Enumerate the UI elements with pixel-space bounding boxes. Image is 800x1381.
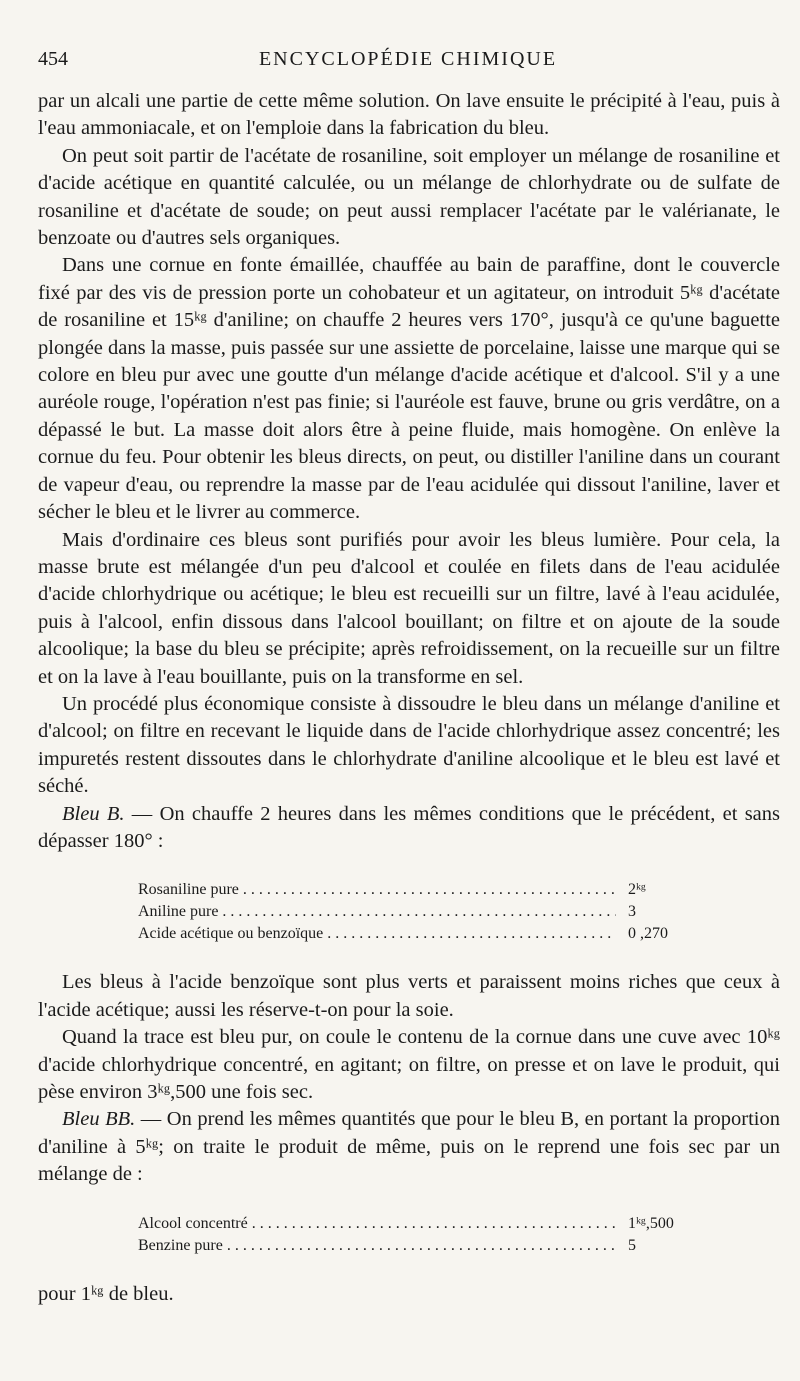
ingredient-quantity: 5 (628, 1236, 636, 1254)
bleu-bb-recipe (138, 1213, 698, 1257)
paragraph: Les bleus à l'acide benzoïque sont plus verts et paraissent moins riches que ceux à l'acide acétique; aussi les réserve-t-on pour la soie. (38, 971, 780, 1021)
bleu-b-label: Bleu B. (62, 802, 125, 825)
bleu-b-paragraph (38, 801, 780, 856)
recipe-row (138, 1235, 698, 1257)
ingredient-quantity: 2ᵏᵍ (628, 881, 646, 899)
paragraph: Mais d'ordinaire ces bleus sont purifiés pour avoir les bleus lumière. Pour cela, la masse brute est mélangée d'un peu d'alcool et coulée en filets dans de l'eau acidulée d'acide chlorhydrique ou acétique; le bleu est recueilli sur un filtre, lavé à l'eau acidulée, puis à l'alcool, enfin dissous dans l'alcool bouillant; on filtre et on ajoute de la soude alcoolique; la base du bleu se précipite; après refroidissement, on la recueille sur un filtre et on la lave à l'eau bouillante, puis on la transforme en sel. (38, 528, 780, 688)
bleu-b-text: — On chauffe 2 heures dans les mêmes conditions que le précédent, et sans dépasser 180° : (38, 802, 780, 852)
bleu-bb-label: Bleu BB. (62, 1108, 136, 1131)
ingredient-name: Alcool concentré . . . (138, 1213, 616, 1235)
page-header (38, 48, 778, 78)
paragraph: Dans une cornue en fonte émaillée, chauffée au bain de paraffine, dont le couvercle fixé par des vis de pression porte un cohobateur et un agitateur, on introduit 5ᵏᵍ d'acétate de rosaniline et 15ᵏᵍ d'aniline; on chauffe 2 heures vers 170°, jusqu'à ce qu'une baguette plongée dans la masse, puis passée sur une assiette de porcelaine, laisse une marque qui se colore en bleu pur avec une goutte d'un mélange d'acide acétique et d'alcool. S'il y a une auréole rouge, l'opération n'est pas finie; si l'auréole est fauve, brune ou gris verdâtre, on a dépassé le but. La masse doit alors être à peine fluide, mais homogène. On enlève la cornue du feu. Pour obtenir les bleus directs, on peut, ou distiller l'aniline dans un courant de vapeur d'eau, ou reprendre la masse par de l'eau acidulée qui dissout l'aniline, laver et sécher le bleu et le livrer au commerce. (38, 254, 780, 524)
paragraph: On peut soit partir de l'acétate de rosaniline, soit employer un mélange de rosaniline et d'acide acétique en quantité calculée, ou un mélange de chlorhydrate ou de sulfate de rosaniline et d'acétate de soude; on peut aussi remplacer l'acétate par le valérianate, le benzoate ou d'autres sels organiques. (38, 144, 780, 250)
recipe-row (138, 923, 698, 945)
paragraph: Un procédé plus économique consiste à dissoudre le bleu dans un mélange d'aniline et d'alcool; on filtre en recevant le liquide dans de l'acide chlorhydrique assez concentré; les impuretés restent dissoutes dans le chlorhydrate d'aniline alcoolique et le bleu est lavé et séché. (38, 692, 780, 798)
bleu-b-recipe (138, 879, 698, 945)
closing-line: pour 1ᵏᵍ de bleu. (38, 1282, 174, 1305)
recipe-row (138, 901, 698, 923)
ingredient-quantity: 0 ,270 (628, 925, 668, 943)
recipe-row (138, 879, 698, 901)
ingredient-quantity: 1ᵏᵍ,500 (628, 1214, 674, 1232)
paragraph: par un alcali une partie de cette même solution. On lave ensuite le précipité à l'eau, puis à l'eau ammoniacale, et on l'emploie dans la fabrication du bleu. (38, 90, 780, 140)
bleu-bb-paragraph (38, 1106, 780, 1188)
ingredient-name: Aniline pure . . . (138, 901, 616, 923)
body-text (38, 88, 780, 1308)
ingredient-name: Benzine pure . . . (138, 1235, 616, 1257)
ingredient-name: Acide acétique ou benzoïque . . . (138, 923, 616, 945)
bleu-bb-text: — On prend les mêmes quantités que pour le bleu B, en portant la proportion d'aniline à 5ᵏᵍ; on traite le produit de même, puis on le reprend une fois sec par un mélange de : (38, 1108, 780, 1186)
recipe-row (138, 1213, 698, 1235)
ingredient-quantity: 3 (628, 903, 636, 921)
running-title: ENCYCLOPÉDIE CHIMIQUE (258, 48, 558, 70)
paragraph: Quand la trace est bleu pur, on coule le contenu de la cornue dans une cuve avec 10ᵏᵍ d'acide chlorhydrique concentré, en agitant; on filtre, on presse et on lave le produit, qui pèse environ 3ᵏᵍ,500 une fois sec. (38, 1026, 780, 1103)
ingredient-name: Rosaniline pure . . . (138, 879, 616, 901)
page-number: 454 (38, 48, 68, 70)
